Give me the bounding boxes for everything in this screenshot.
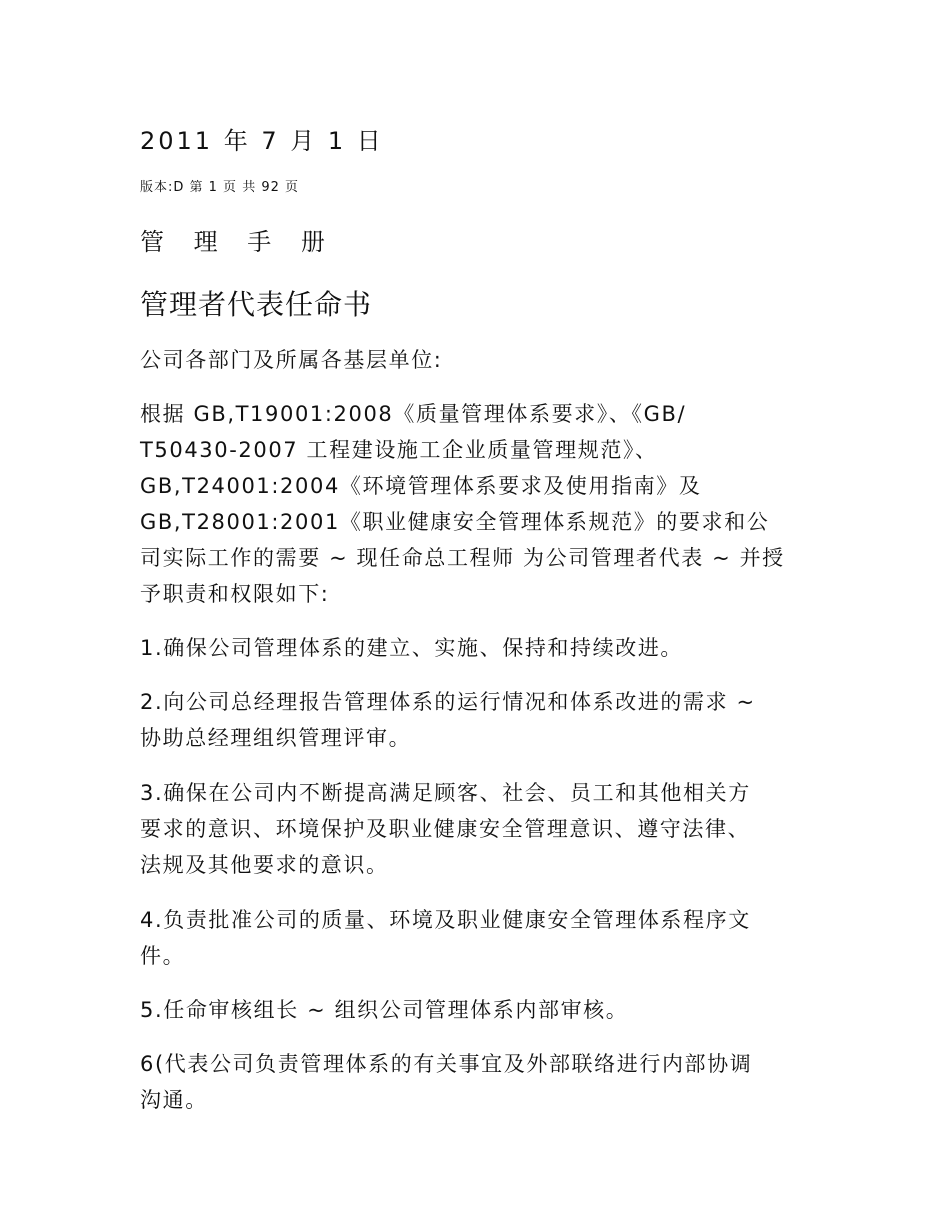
duty-item-5 bbox=[140, 992, 820, 1028]
document-date: 2011 年 7 月 1 日 bbox=[140, 127, 384, 155]
duty-line: 4.负责批准公司的质量、环境及职业健康安全管理体系程序文 bbox=[140, 908, 751, 932]
intro-line: GB,T24001:2004《环境管理体系要求及使用指南》及 bbox=[140, 474, 702, 498]
salutation-text: 公司各部门及所属各基层单位: bbox=[140, 348, 443, 372]
version-page-info: 版本:D 第 1 页 共 92 页 bbox=[140, 180, 299, 195]
duty-item-4 bbox=[140, 902, 820, 974]
intro-line: 根据 GB,T19001:2008《质量管理体系要求》、《GB/ bbox=[140, 402, 687, 426]
duty-item-2 bbox=[140, 684, 820, 756]
duty-line: 沟通。 bbox=[140, 1088, 208, 1112]
intro-paragraph bbox=[140, 396, 820, 612]
duty-line: 法规及其他要求的意识。 bbox=[140, 853, 389, 877]
duty-item-1 bbox=[140, 630, 820, 666]
duty-line: 件。 bbox=[140, 944, 186, 968]
duty-line: 5.任命审核组长 ~ 组织公司管理体系内部审核。 bbox=[140, 998, 629, 1022]
duty-line: 3.确保在公司内不断提高满足顾客、社会、员工和其他相关方 bbox=[140, 781, 751, 805]
duty-line: 6(代表公司负责管理体系的有关事宜及外部联络进行内部协调 bbox=[140, 1052, 753, 1076]
intro-line: 司实际工作的需要 ~ 现任命总工程师 为公司管理者代表 ~ 并授 bbox=[140, 546, 785, 570]
salutation bbox=[140, 342, 820, 378]
duty-item-6 bbox=[140, 1046, 820, 1118]
appointment-title: 管理者代表任命书 bbox=[140, 288, 373, 321]
duty-line: 2.向公司总经理报告管理体系的运行情况和体系改进的需求 ~ bbox=[140, 690, 756, 714]
manual-title: 管 理 手 册 bbox=[140, 228, 336, 256]
intro-line: GB,T28001:2001《职业健康安全管理体系规范》的要求和公 bbox=[140, 510, 770, 534]
intro-line: T50430-2007 工程建设施工企业质量管理规范》、 bbox=[140, 438, 658, 462]
duty-line: 1.确保公司管理体系的建立、实施、保持和持续改进。 bbox=[140, 636, 684, 660]
duty-line: 要求的意识、环境保护及职业健康安全管理意识、遵守法律、 bbox=[140, 817, 751, 841]
duty-line: 协助总经理组织管理评审。 bbox=[140, 726, 412, 750]
duty-item-3 bbox=[140, 775, 820, 883]
intro-line: 予职责和权限如下: bbox=[140, 582, 330, 606]
